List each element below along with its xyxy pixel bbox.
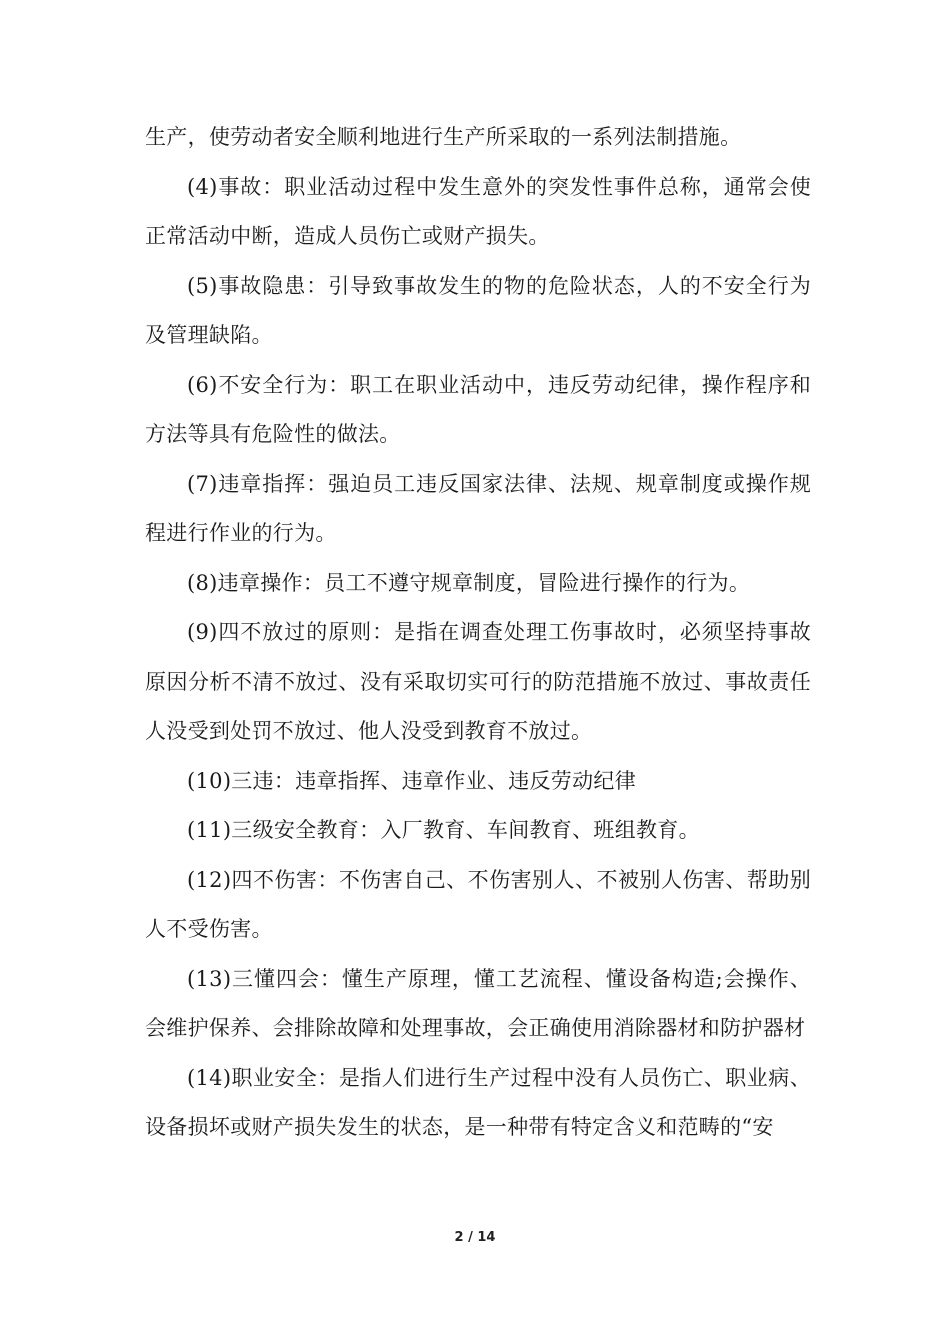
paragraph-7: (9)四不放过的原则：是指在调查处理工伤事故时，必须坚持事故原因分析不清不放过、没有采取切实可行的防范措施不放过、事故责任人没受到处罚不放过、他人没受到教育不放过。 [145,620,811,743]
page-number: 2 / 14 [454,1230,496,1245]
paragraph-8: (10)三违：违章指挥、违章作业、违反劳动纪律 [187,768,637,793]
paragraph-4: (6)不安全行为：职工在职业活动中，违反劳动纪律，操作程序和方法等具有危险性的做法。 [145,372,811,446]
paragraph-10: (12)四不伤害：不伤害自己、不伤害别人、不被别人伤害、帮助别人不受伤害。 [145,867,811,941]
paragraph-2: (4)事故：职业活动过程中发生意外的突发性事件总称，通常会使正常活动中断，造成人员伤亡或财产损失。 [145,174,811,248]
paragraph-6: (8)违章操作：员工不遵守规章制度，冒险进行操作的行为。 [187,570,751,595]
paragraph-11: (13)三懂四会：懂生产原理，懂工艺流程、懂设备构造;会操作、会维护保养、会排除故障和处理事故，会正确使用消除器材和防护器材 [145,966,811,1040]
paragraph-1: 生产，使劳动者安全顺利地进行生产所采取的一系列法制措施。 [145,125,742,149]
paragraph-5: (7)违章指挥：强迫员工违反国家法律、法规、规章制度或操作规程进行作业的行为。 [145,471,811,545]
document-body [145,113,811,1153]
paragraph-3: (5)事故隐患：引导致事故发生的物的危险状态，人的不安全行为及管理缺陷。 [145,273,811,347]
paragraph-9: (11)三级安全教育：入厂教育、车间教育、班组教育。 [187,818,700,842]
paragraph-12: (14)职业安全：是指人们进行生产过程中没有人员伤亡、职业病、设备损坏或财产损失发生的状态，是一种带有特定含义和范畴的“安 [145,1065,811,1139]
